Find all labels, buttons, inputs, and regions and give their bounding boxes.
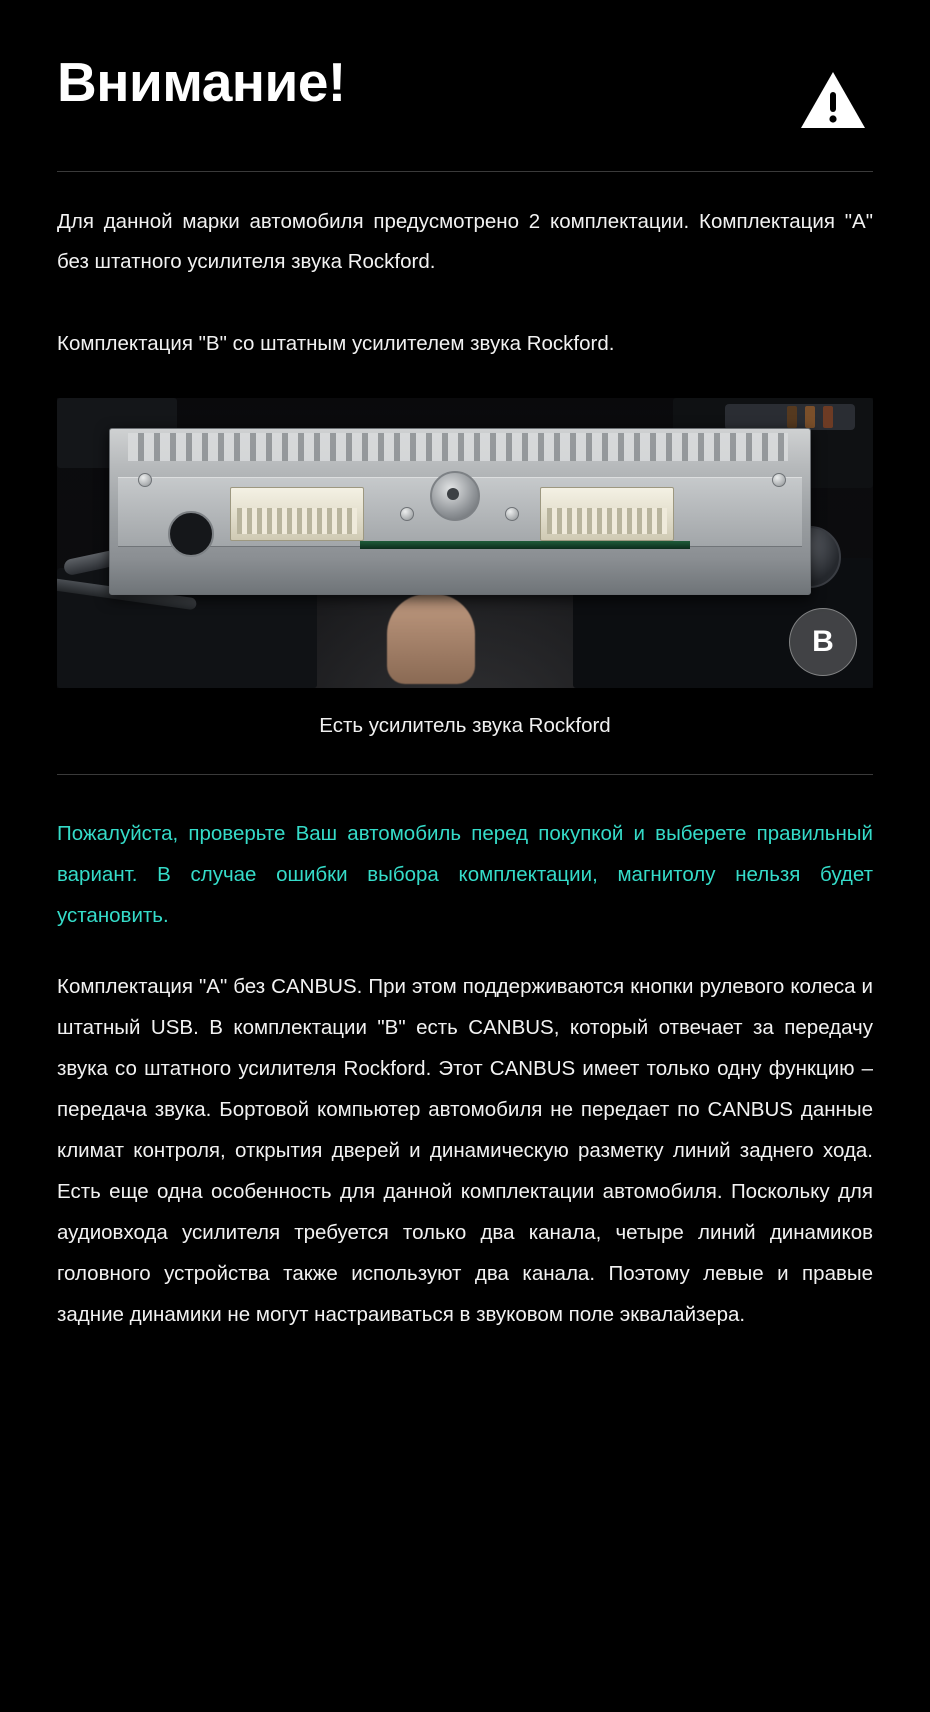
intro-section <box>0 172 930 364</box>
page-title: Внимание! <box>57 51 346 113</box>
connector-left <box>230 487 364 541</box>
intro-paragraph-2: Комплектация "B" со штатным усилителем звука Rockford. <box>57 331 615 355</box>
intro-paragraph-1: Для данной марки автомобиля предусмотрено 2 комплектации. Комплектация "A" без штатного усилителя звука Rockford. <box>57 210 873 273</box>
page-header <box>0 0 930 137</box>
hand-in-photo <box>387 594 475 684</box>
spindle <box>430 471 480 521</box>
highlight-text: Пожалуйста, проверьте Ваш автомобиль перед покупкой и выберете правильный вариант. В случае ошибки выбора комплектации, магнитолу нельзя будет установить. <box>57 821 873 927</box>
highlight-section <box>0 775 930 936</box>
body-text: Комплектация "A" без CANBUS. При этом поддерживаются кнопки рулевого колеса и штатный USB. В комплектации "B" есть CANBUS, который отвечает за передачу звука со штатного усилителя Rockford. Этот CANBUS имеет только одну функцию – передача звука. Бортовой компьютер автомобиля не передает по CANBUS данные климат контроля, открытия дверей и динамическую разметку линий заднего хода. Есть еще одна особенность для данной комплектации автомобиля. Поскольку для аудиовхода усилителя требуется только два канала, четыре линий динамиков головного устройства также используют два канала. Поэтому левые и правые задние динамики не могут настраиваться в звуковом поле эквалайзера. <box>57 974 873 1326</box>
connector-right <box>540 487 674 541</box>
photo-background <box>57 398 873 688</box>
warning-triangle-icon <box>799 70 867 137</box>
photo-caption: Есть усилитель звука Rockford <box>319 713 611 737</box>
product-photo <box>57 398 873 688</box>
radio-chassis <box>109 428 811 595</box>
variant-badge: B <box>789 608 857 676</box>
body-section <box>0 936 930 1375</box>
